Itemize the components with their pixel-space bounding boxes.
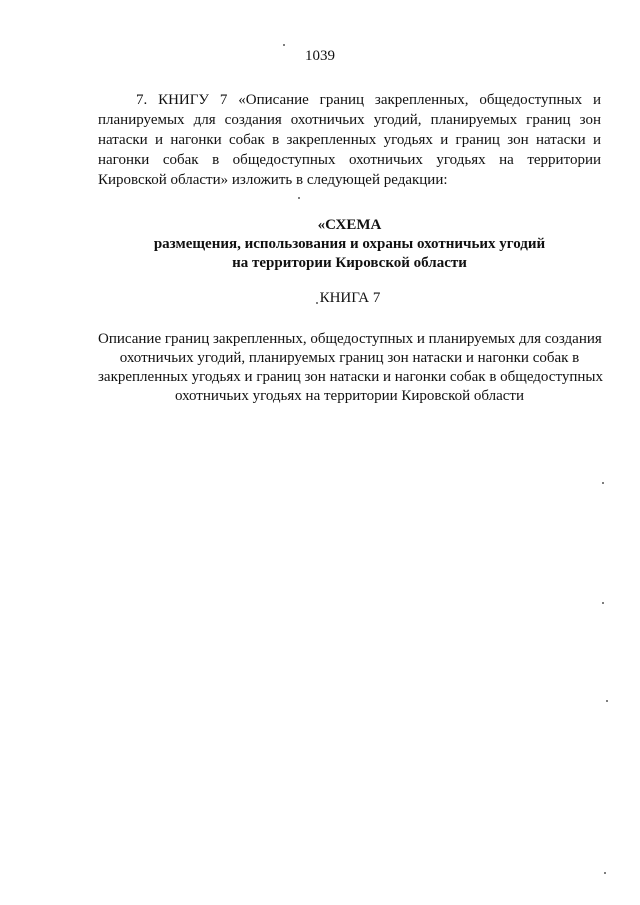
scan-speck — [298, 197, 300, 199]
scan-speck — [316, 302, 318, 304]
book-description — [98, 330, 601, 406]
scan-speck — [604, 872, 606, 874]
schema-heading — [98, 216, 601, 273]
schema-heading-line2: размещения, использования и охраны охотничьих угодий — [153, 236, 546, 252]
scan-speck — [602, 482, 604, 484]
schema-heading-line1: «СХЕМА — [317, 217, 382, 233]
book-description-line4: охотничьих угодьях на территории Кировской области — [174, 388, 525, 404]
scan-speck — [606, 700, 608, 702]
page-number: 1039 — [305, 48, 335, 64]
book-description-line1: Описание границ закрепленных, общедоступных и планируемых для создания — [98, 331, 602, 347]
book-title: КНИГА 7 — [319, 290, 381, 306]
book-description-line2: охотничьих угодий, планируемых границ зон натаски и нагонки собак в — [119, 350, 580, 366]
book-description-line3: закрепленных угодьях и границ зон натаски и нагонки собак в общедоступных — [98, 369, 603, 385]
scan-speck — [602, 602, 604, 604]
intro-paragraph: 7. КНИГУ 7 «Описание границ закрепленных, общедоступных и планируемых для создания охотничьих угодий, планируемых границ зон натаски и нагонки собак в закрепленных угодьях и границ зон натаски и нагонки собак в общедоступных охотничьих угодьях на территории Кировской области» изложить в следующей редакции: — [98, 92, 601, 188]
schema-heading-line3: на территории Кировской области — [232, 255, 467, 271]
scan-speck — [283, 44, 285, 46]
